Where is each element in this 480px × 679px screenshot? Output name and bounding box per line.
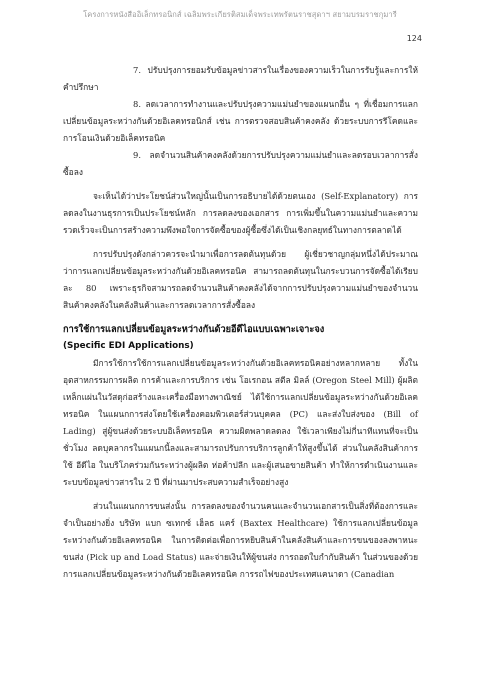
paragraph-cost-reduction: การปรับปรุงดังกล่าวควรจะนำมาเพื่อการลดต้นทุนด้วย ผู้เชี่ยวชาญกลุ่มหนึ่งได้ประมาณว่าการแลกเปลี่ยนข้อมูลระหว่างกันด้วยอิเลคทรอนิค สามารถลดต้นทุนในกระบวนการจัดซื้อได้เรียบละ 80 เพราะธุรกิจสามารถลดจำนวนสินค้าคงคลังได้จากการปรับปรุงความแม่นยำของจำนวนสินค้าคงคลังในคลังสินค้าและการลดเวลาการสั่งซื้อลง bbox=[63, 249, 418, 310]
section-subheading: (Specific EDI Applications) bbox=[63, 341, 194, 351]
section-heading: การใช้การแลกเปลี่ยนข้อมูลระหว่างกันด้วยอีดีไอแบบเฉพาะเจาะจง bbox=[63, 324, 325, 335]
paragraph-applications: มีการใช้การใช้การแลกเปลี่ยนข้อมูลระหว่างกันด้วยอิเลคทรอนิคอย่างหลากหลาย ทั้งในอุตสาหกรรมการผลิต การค้าและการบริการ เช่น โอเรกอน สตีล มิลล์ (Oregon Steel Mill) ผู้ผลิตเหล็กแผ่นในวัสดุก่อสร้างและเครื่องมือทางพาณิชย์ ได้ใช้การแลกเปลี่ยนข้อมูลระหว่างกันด้วยอิเลคทรอนิค ในแผนกการส่งโดยใช้เครื่องคอมพิวเตอร์ส่วนบุคคล (PC) และส่งใบส่งของ (Bill of Lading) สู่ผู้ขนส่งด้วยระบบอิเล็คทรอนิค ความผิดพลาดลดลง ใช้เวลาเพียงไม่กี่นาทีแทนที่จะเป็นชั่วโมง ลดบุคลากรในแผนกนี้ลงและสามารถปรับการบริการลูกค้าให้สูงขึ้นได้ ส่วนในคลังสินค้าการใช้ อีดีไอ ในบริโภคร่วมกันระหว่างผู้ผลิต ห่อค้าปลีก และผู้เสนอขายสินค้า ทำให้การดำเนินงานและระบบข้อมูลข่าวสารใน 2 ปี ที่ผ่านมาประสบความสำเร็จอย่างสูง bbox=[63, 358, 418, 487]
body-text bbox=[63, 62, 418, 583]
book-watermark-header: โครงการหนังสืออิเล็กทรอนิกส์ เฉลิมพระเกียรติสมเด็จพระเทพรัตนราชสุดาฯ สยามบรมราชกุมารี bbox=[83, 10, 397, 19]
list-item-8: 8. ลดเวลาการทำงานและปรับปรุงความแม่นยำของแผนกอื่น ๆ ที่เชื่อมการแลกเปลี่ยนข้อมูลระหว่างกันด้วยอิเลคทรอนิกส์ เช่น การตรวจสอบสินค้าคงคลัง ด้วยระบบการรีโคดและการโอนเงินด้วยอิเล็คทรอนิค bbox=[63, 99, 418, 143]
paragraph-transport: ส่วนในแผนกการขนส่งนั้น การลดลงของจำนวนคนและจำนวนเอกสารเป็นสิ่งที่ต้องการและจำเป็นอย่างยิ่ง บริษัท แบก ซเทกซ์ เฮ็ลธ แคร์ (Baxtex Healthcare) ใช้การแลกเปลี่ยนข้อมูลระหว่างกันด้วยอิเลคทรอนิค ในการติดต่อเพื่อการหยิบสินค้าในคลังสินค้าและการขนของลงพาหนะขนส่ง (Pick up and Load Status) และจ่ายเงินให้ผู้ขนส่ง การถอดใบกำกับสินค้า ในส่วนของด้วยการแลกเปลี่ยนข้อมูลระหว่างกันด้วยอิเลคทรอนิค การรถไฟของประเทศแคนาดา (Canadian bbox=[63, 501, 418, 579]
list-item-9: 9. ลดจำนวนสินค้าคงคลังด้วยการปรับปรุงความแม่นยำและลดรอบเวลาการสั่งซื้อลง bbox=[63, 150, 418, 177]
paragraph-benefits: จะเห็นได้ว่าประโยชน์ส่วนใหญ่นั้นเป็นการอธิบายได้ด้วยตนเอง (Self-Explanatory) การลดลงในงานธุรการเป็นประโยชน์หลัก การลดลงของเอกสาร การเพิ่มขึ้นในความแม่นยำและความรวดเร็วจะเป็นการสร้างความพึงพอใจการจัดซื้อของผู้ซื้อซึ่งได้เป็นเชิงกลยุทธ์ในทางการตลาดได้ bbox=[63, 191, 418, 235]
page-number: 124 bbox=[406, 34, 422, 43]
list-item-7: 7. ปรับปรุงการยอมรับข้อมูลข่าวสารในเรื่องของความเร็วในการรับรู้และการให้คำปรึกษา bbox=[63, 65, 418, 92]
